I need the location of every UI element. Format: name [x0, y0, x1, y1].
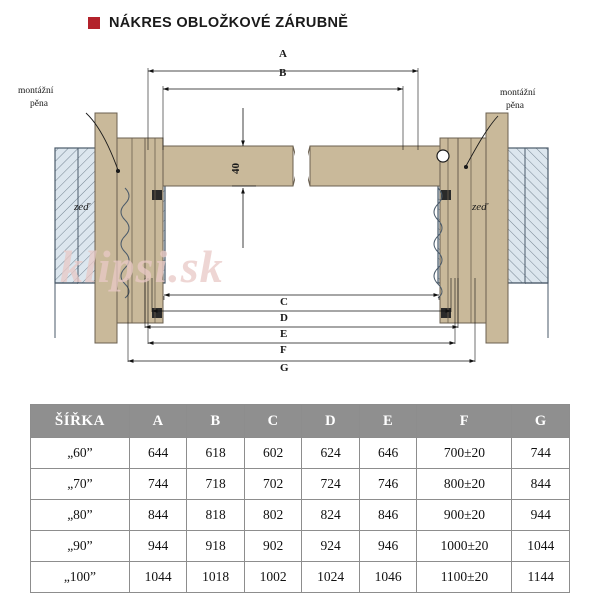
table-cell: 1002: [244, 562, 302, 593]
frame-right: [310, 113, 508, 343]
table-cell: 624: [302, 438, 360, 469]
table-cell: 946: [359, 531, 417, 562]
label-dim-a: A: [279, 48, 287, 60]
table-row: [31, 562, 570, 593]
table-cell: „70”: [31, 469, 130, 500]
table-cell: 744: [512, 438, 570, 469]
table-cell: 1046: [359, 562, 417, 593]
table-cell: 1144: [512, 562, 570, 593]
table-cell: 1044: [512, 531, 570, 562]
table-header-cell: ŠÍŘKA: [31, 405, 130, 438]
table-cell: 618: [187, 438, 245, 469]
label-dim-b: B: [279, 67, 287, 79]
label-foam-left-line1: montážní: [18, 86, 54, 96]
table-cell: 918: [187, 531, 245, 562]
label-dim-g: G: [280, 362, 289, 374]
table-cell: 944: [129, 531, 187, 562]
label-dim-e: E: [280, 328, 288, 340]
table-cell: 800±20: [417, 469, 512, 500]
table-cell: 944: [512, 500, 570, 531]
dimension-c: [164, 295, 439, 300]
label-dim-d: D: [280, 312, 288, 324]
table-header-cell: C: [244, 405, 302, 438]
table-cell: 700±20: [417, 438, 512, 469]
page-header: [0, 10, 600, 36]
table-cell: 824: [302, 500, 360, 531]
table-cell: „60”: [31, 438, 130, 469]
table-cell: 1100±20: [417, 562, 512, 593]
technical-drawing: [0, 38, 600, 390]
table-cell: 818: [187, 500, 245, 531]
label-wall-right: zeď: [472, 201, 488, 213]
table-header-row: [31, 405, 570, 438]
table-cell: 1000±20: [417, 531, 512, 562]
table-cell: 1024: [302, 562, 360, 593]
table-cell: 900±20: [417, 500, 512, 531]
label-wall-left: zeď: [74, 201, 90, 213]
table-row: [31, 438, 570, 469]
table-cell: „90”: [31, 531, 130, 562]
table-cell: 802: [244, 500, 302, 531]
table-cell: „80”: [31, 500, 130, 531]
label-foam-right-line1: montážní: [500, 88, 536, 98]
table-header-cell: E: [359, 405, 417, 438]
table-cell: 844: [129, 500, 187, 531]
table-header-cell: B: [187, 405, 245, 438]
table-header-cell: F: [417, 405, 512, 438]
table-cell: 844: [512, 469, 570, 500]
frame-left: [95, 113, 293, 343]
table-row: [31, 469, 570, 500]
label-foam-left-line2: pěna: [30, 99, 48, 109]
watermark: klipsi.sk: [60, 241, 224, 292]
table-cell: „100”: [31, 562, 130, 593]
table-row: [31, 500, 570, 531]
table-cell: 1044: [129, 562, 187, 593]
table-cell: 702: [244, 469, 302, 500]
table-header-cell: A: [129, 405, 187, 438]
label-foam-right-line2: pěna: [506, 101, 524, 111]
table-cell: 744: [129, 469, 187, 500]
table-row: [31, 531, 570, 562]
table-cell: 602: [244, 438, 302, 469]
label-depth-40: 40: [230, 163, 242, 174]
label-dim-f: F: [280, 344, 287, 356]
dimensions-table: [30, 404, 570, 593]
dimension-a: [148, 68, 418, 150]
dimension-g: [128, 278, 475, 362]
dimension-e: [145, 278, 458, 328]
dimension-b: [163, 86, 403, 150]
page-title: NÁKRES OBLOŽKOVÉ ZÁRUBNĚ: [109, 15, 349, 31]
table-cell: 924: [302, 531, 360, 562]
table-header-cell: G: [512, 405, 570, 438]
table-cell: 1018: [187, 562, 245, 593]
label-dim-c: C: [280, 296, 288, 308]
header-marker-icon: [88, 17, 100, 29]
table-header-cell: D: [302, 405, 360, 438]
table-cell: 718: [187, 469, 245, 500]
table-cell: 644: [129, 438, 187, 469]
table-cell: 746: [359, 469, 417, 500]
table-cell: 724: [302, 469, 360, 500]
table-cell: 646: [359, 438, 417, 469]
table-cell: 846: [359, 500, 417, 531]
table-cell: 902: [244, 531, 302, 562]
